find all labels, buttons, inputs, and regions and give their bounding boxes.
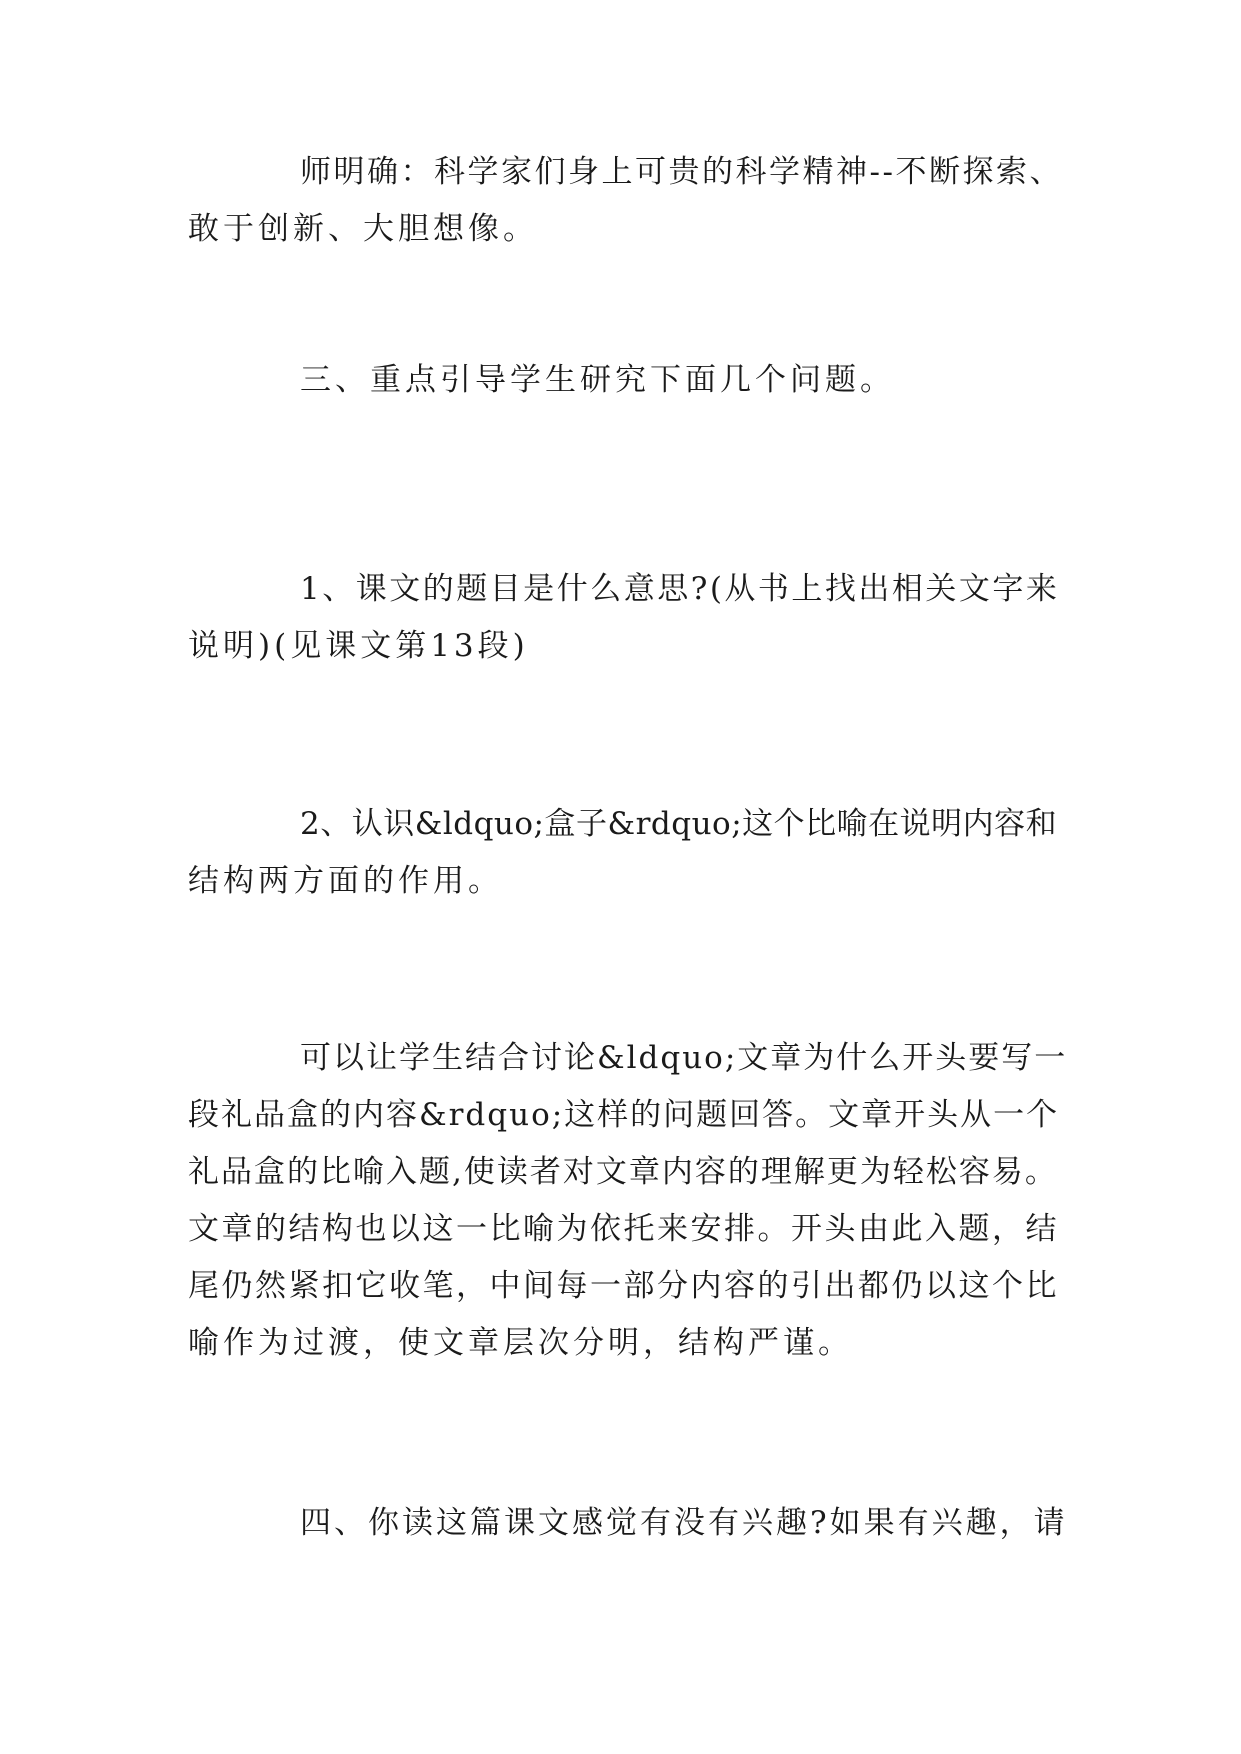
text-line: 文章的结构也以这一比喻为依托来安排。开头由此入题，结 — [188, 1211, 1059, 1247]
paragraph-discussion — [188, 1030, 1068, 1372]
text-line: 2、认识&ldquo;盒子&rdquo;这个比喻在说明内容和 — [300, 806, 1058, 842]
heading-section-four — [188, 1495, 1068, 1552]
paragraph-teacher-clarifies — [188, 144, 1068, 258]
heading-section-three — [188, 352, 1068, 409]
text-line: 三、重点引导学生研究下面几个问题。 — [300, 362, 895, 398]
text-line: 喻作为过渡，使文章层次分明，结构严谨。 — [188, 1325, 853, 1361]
text-line: 尾仍然紧扣它收笔，中间每一部分内容的引出都仍以这个比 — [188, 1268, 1059, 1304]
text-line: 礼品盒的比喻入题,使读者对文章内容的理解更为轻松容易。 — [188, 1154, 1058, 1190]
text-line: 1、课文的题目是什么意思?(从书上找出相关文字来 — [300, 571, 1060, 607]
text-line: 段礼品盒的内容&rdquo;这样的问题回答。文章开头从一个 — [188, 1097, 1060, 1133]
text-line: 四、你读这篇课文感觉有没有兴趣?如果有兴趣，请 — [300, 1505, 1068, 1541]
text-line: 说明)(见课文第13段) — [188, 628, 529, 664]
text-line: 可以让学生结合讨论&ldquo;文章为什么开头要写一 — [300, 1040, 1068, 1076]
question-2 — [188, 796, 1068, 910]
text-line: 结构两方面的作用。 — [188, 863, 503, 899]
text-line: 敢于创新、大胆想像。 — [188, 211, 538, 247]
question-1 — [188, 561, 1068, 675]
text-line: 师明确：科学家们身上可贵的科学精神--不断探索、 — [300, 154, 1063, 190]
